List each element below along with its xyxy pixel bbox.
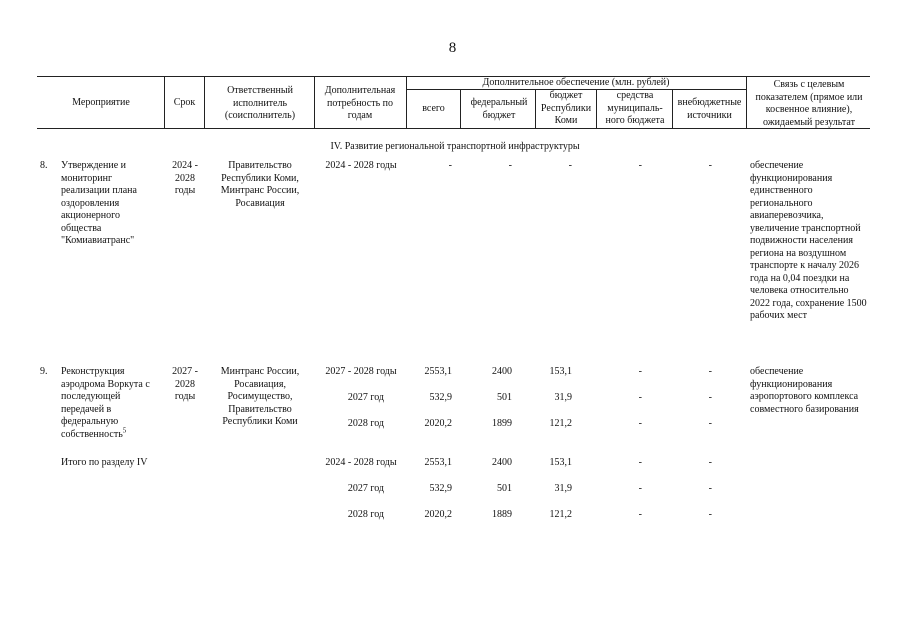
subtotal-label: Итого по разделу IV: [61, 457, 148, 468]
row9-num: 9.: [40, 366, 48, 377]
header-bottom-rule: [37, 128, 870, 129]
header-regional: бюджет Республики Коми: [540, 90, 592, 126]
row9-result: обеспечение функционирования аэропортового комплекса совместного базирования: [750, 366, 859, 415]
subtotal-total-1: 532,9: [429, 483, 452, 494]
header-extra: внебюджетные источники: [677, 97, 742, 121]
row8-federal: -: [508, 160, 512, 171]
row9-federal-1: 501: [497, 392, 512, 403]
subtotal-regional-2: 121,2: [549, 509, 572, 520]
subtotal-years-2: 2028 год: [347, 509, 384, 520]
row9-total-1: 532,9: [429, 392, 452, 403]
row9-term: 2027 - 2028 годы: [172, 366, 198, 402]
subtotal-years-1: 2027 год: [347, 483, 384, 494]
section-title: IV. Развитие региональной транспортной инфраструктуры: [330, 141, 580, 152]
header-total: всего: [422, 103, 445, 114]
subtotal-municipal-2: -: [638, 509, 642, 520]
subtotal-extra-0: -: [708, 457, 712, 468]
col-divider: [314, 76, 315, 128]
row8-regional: -: [568, 160, 572, 171]
subtotal-total-2: 2020,2: [424, 509, 452, 520]
row9-extra-1: -: [708, 392, 712, 403]
row8-total: -: [448, 160, 452, 171]
subtotal-regional-0: 153,1: [549, 457, 572, 468]
row8-term: 2024 - 2028 годы: [172, 160, 198, 196]
header-need: Дополнительная потребность по годам: [324, 85, 396, 121]
header-funding-group: Дополнительное обеспечение (млн. рублей): [482, 77, 670, 88]
row8-extra: -: [708, 160, 712, 171]
subtotal-federal-1: 501: [497, 483, 512, 494]
header-link: Связь с целевым показателем (прямое или косвенное влияние), ожидаемый результат: [755, 79, 863, 128]
row8-measure: Утверждение и мониторинг реализации плана оздоровления акционерного общества "Комиавиатранс": [61, 160, 137, 246]
row9-years-2: 2028 год: [347, 418, 384, 429]
row9-extra-2: -: [708, 418, 712, 429]
row9-regional-1: 31,9: [554, 392, 572, 403]
row9-regional-2: 121,2: [549, 418, 572, 429]
row9-measure-text: Реконструкция аэродрома Воркута с последующей передачей в федеральную собственность: [61, 366, 150, 440]
row9-federal-2: 1899: [492, 418, 512, 429]
row9-municipal-1: -: [638, 392, 642, 403]
row9-years-0: 2027 - 2028 годы: [325, 366, 397, 377]
subtotal-federal-0: 2400: [492, 457, 512, 468]
subtotal-federal-2: 1889: [492, 509, 512, 520]
row9-executor: Минтранс России, Росавиация, Росимущество, Правительство Республики Коми: [220, 366, 300, 427]
row8-num: 8.: [40, 160, 48, 171]
row9-municipal-0: -: [638, 366, 642, 377]
row8-municipal: -: [638, 160, 642, 171]
row9-municipal-2: -: [638, 418, 642, 429]
subtotal-municipal-1: -: [638, 483, 642, 494]
header-measure: Мероприятие: [72, 97, 130, 108]
row8-years: 2024 - 2028 годы: [325, 160, 397, 171]
row9-total-2: 2020,2: [424, 418, 452, 429]
col-divider: [204, 76, 205, 128]
row9-footnote: 5: [122, 426, 127, 435]
header-municipal: средства муниципаль-ного бюджета: [605, 90, 665, 126]
row9-federal-0: 2400: [492, 366, 512, 377]
row9-extra-0: -: [708, 366, 712, 377]
subtotal-municipal-0: -: [638, 457, 642, 468]
row9-regional-0: 153,1: [549, 366, 572, 377]
page-number: 8: [448, 40, 457, 56]
row9-total-0: 2553,1: [424, 366, 452, 377]
row8-result: обеспечение функционирования единственного регионального авиаперевозчика, увеличение транспортной подвижности населения региона на воздушном транспорте к началу 2026 года на 0,04 поездки на человека относительно 2022 года, сохранение 1500 рабочих мест: [750, 160, 867, 321]
col-divider: [746, 76, 747, 128]
subtotal-extra-2: -: [708, 509, 712, 520]
col-divider: [460, 89, 461, 128]
header-term: Срок: [173, 97, 196, 108]
subtotal-years-0: 2024 - 2028 годы: [325, 457, 397, 468]
subtotal-regional-1: 31,9: [554, 483, 572, 494]
subtotal-total-0: 2553,1: [424, 457, 452, 468]
row9-measure: [61, 366, 157, 441]
subtotal-extra-1: -: [708, 483, 712, 494]
header-executor: Ответственный исполнитель (соисполнитель): [224, 85, 296, 121]
col-divider: [596, 89, 597, 128]
row9-years-1: 2027 год: [347, 392, 384, 403]
row8-executor: Правительство Республики Коми, Минтранс России, Росавиация: [220, 160, 300, 209]
header-federal: федеральный бюджет: [470, 97, 528, 121]
